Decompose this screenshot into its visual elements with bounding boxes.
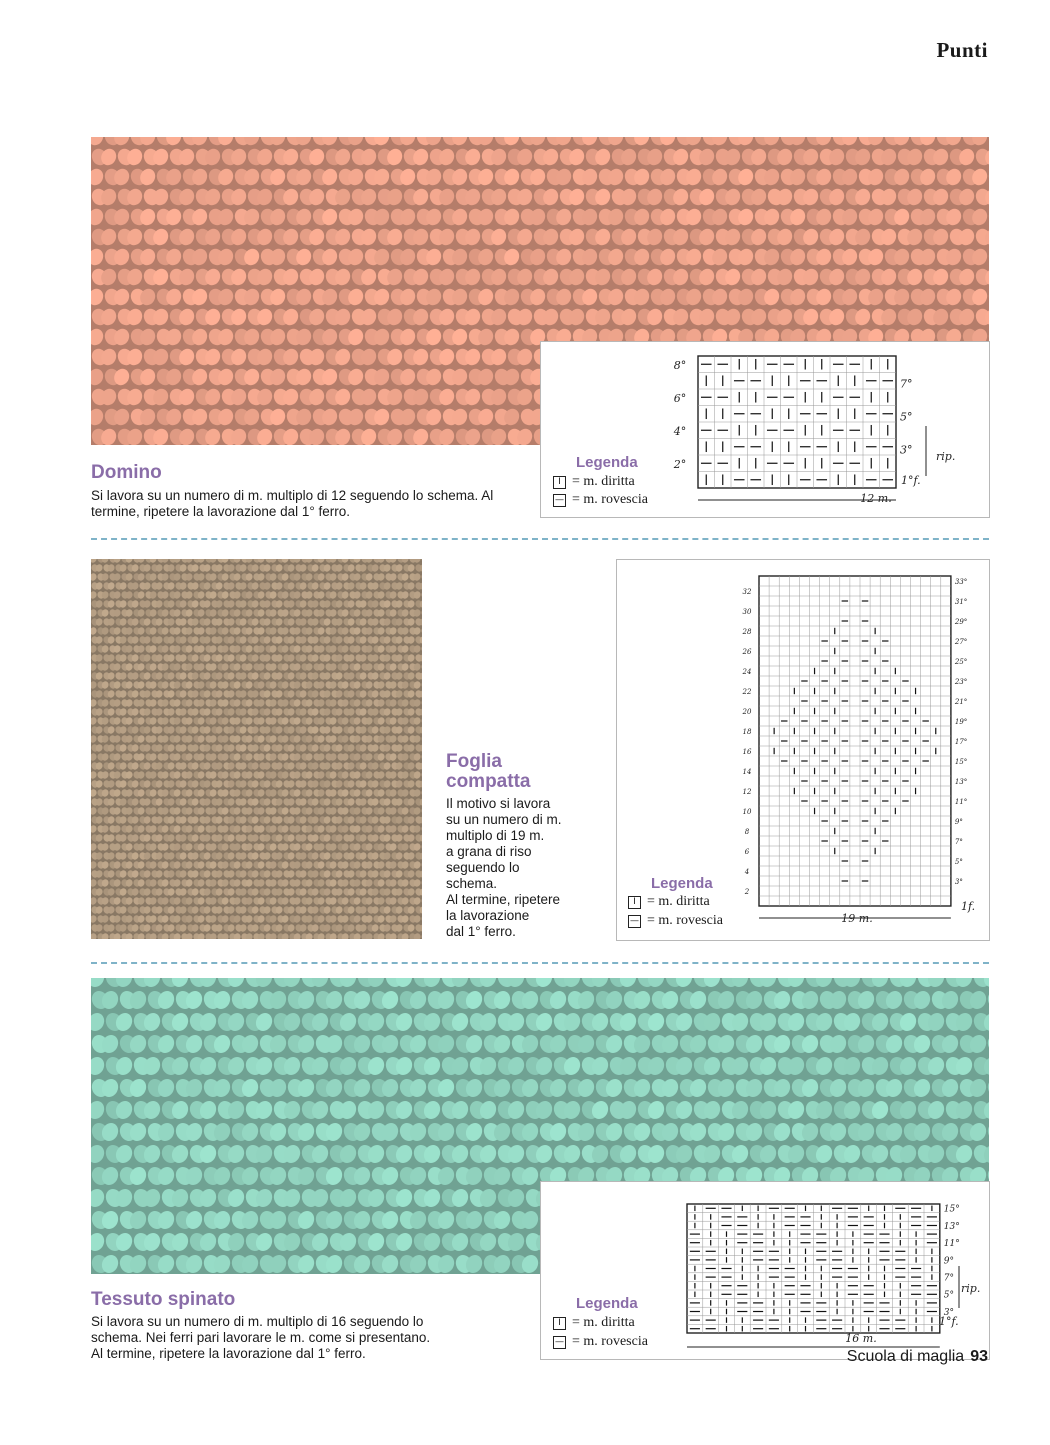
foglia-title [446,752,530,792]
domino-first-row-label: 1°f. [901,474,921,487]
row-label: 15° [954,758,968,766]
desc-line: multiplo di 19 m. [446,828,545,843]
row-label: 23° [954,678,968,686]
row-label: 7° [954,838,963,846]
row-label: 20 [742,708,752,716]
legend-knit-label: = m. diritta [647,894,710,909]
foglia-stitch-chart [617,560,989,940]
purl-symbol-icon: — [555,1336,564,1347]
desc-line: dal 1° ferro. [446,924,516,939]
knit-symbol-icon: I [553,1317,566,1330]
row-label: 19° [954,718,968,726]
row-label: 18 [742,728,752,736]
row-label: 29° [954,618,968,626]
row-label: 5° [900,410,913,424]
spinato-chart-box [540,1181,990,1360]
row-label: 24 [742,668,752,676]
row-label: 15° [943,1204,960,1215]
spinato-description [91,1314,430,1362]
section-divider [91,962,989,964]
row-label: 13° [943,1221,960,1232]
desc-line: a grana di riso [446,844,532,859]
row-label: 9° [943,1256,955,1267]
legend-knit-label: = m. diritta [572,1315,635,1330]
foglia-description [446,796,562,940]
row-label: 3° [900,443,913,457]
row-label: 2 [744,888,750,896]
spinato-stitch-chart [541,1182,989,1359]
row-label: 7° [943,1273,955,1284]
domino-chart-box [540,341,990,518]
page-number: 93 [970,1348,988,1365]
desc-line: Al termine, ripetere [446,892,561,907]
domino-description: Si lavora su un numero di m. multiplo di 12 seguendo lo schema. Al termine, ripetere la lavorazione dal 1° ferro. [91,488,494,519]
foglia-width-label: 19 m. [841,912,873,925]
foglia-first-row-label: 1f. [961,900,976,913]
foglia-title-line1: Foglia [446,751,502,772]
row-label: 6 [744,848,750,856]
row-label: 16 [742,748,752,756]
row-label: 11° [943,1239,960,1250]
row-label: 31° [954,598,968,606]
domino-repeat-label: rip. [936,450,956,463]
legend-purl-label: = m. rovescia [572,1334,648,1349]
row-label: 6° [673,392,687,406]
row-label: 8° [673,359,687,373]
foglia-chart-box [616,559,990,941]
legend-knit-label: = m. diritta [572,474,635,489]
row-label: 17° [954,738,968,746]
row-label: 7° [900,377,913,391]
legend-title: Legenda [651,875,713,892]
row-label: 13° [954,778,968,786]
desc-line: su un numero di m. [446,812,562,827]
row-label: 9° [954,818,963,826]
row-label: 5° [943,1290,955,1301]
row-label: 22 [742,688,752,696]
purl-symbol-icon: — [555,494,564,505]
spinato-first-row-label: 1°f. [939,1315,959,1328]
desc-line: schema. Nei ferri pari lavorare le m. come si presentano. [91,1330,431,1345]
legend-title: Legenda [576,454,638,471]
knit-symbol-icon: I [628,896,641,909]
desc-line: seguendo lo [446,860,520,875]
legend-purl-label: = m. rovescia [647,913,723,928]
row-label: 2° [673,458,687,472]
row-label: 3° [943,1307,955,1318]
row-label: 32 [742,588,752,596]
row-label: 14 [742,768,752,776]
foglia-knit-texture [91,559,422,939]
row-label: 3° [954,878,963,886]
page-footer [847,1348,988,1366]
row-label: 21° [954,698,968,706]
desc-line: la lavorazione [446,908,530,923]
row-label: 4 [744,868,750,876]
section-divider [91,538,989,540]
row-label: 33° [954,578,968,586]
row-label: 27° [954,638,968,646]
desc-line: Al termine, ripetere la lavorazione dal 1° ferro. [91,1346,366,1361]
desc-line: Il motivo si lavora [446,796,551,811]
spinato-repeat-label: rip. [961,1282,981,1295]
row-label: 28 [742,628,752,636]
domino-stitch-chart [541,342,989,517]
row-label: 30 [742,608,752,616]
desc-line: schema. [446,876,498,891]
footer-label: Scuola di maglia [846,1348,965,1365]
desc-line: Si lavora su un numero di m. multiplo di 16 seguendo lo [91,1314,424,1329]
row-label: 11° [954,798,968,806]
spinato-title: Tessuto spinato [91,1289,236,1310]
row-label: 5° [954,858,963,866]
spinato-width-label: 16 m. [845,1332,877,1345]
page-section-title: Punti [936,38,988,62]
row-label: 4° [673,425,687,439]
domino-title: Domino [91,462,162,483]
row-label: 10 [742,808,752,816]
legend-purl-label: = m. rovescia [572,492,648,507]
legend-title: Legenda [576,1295,638,1312]
foglia-swatch-photo [91,559,422,939]
foglia-title-line2: compatta [446,771,531,792]
knit-symbol-icon: I [553,476,566,489]
row-label: 12 [742,788,752,796]
purl-symbol-icon: — [630,915,639,926]
domino-width-label: 12 m. [860,492,892,505]
row-label: 8 [744,828,750,836]
row-label: 26 [742,648,752,656]
row-label: 25° [954,658,968,666]
